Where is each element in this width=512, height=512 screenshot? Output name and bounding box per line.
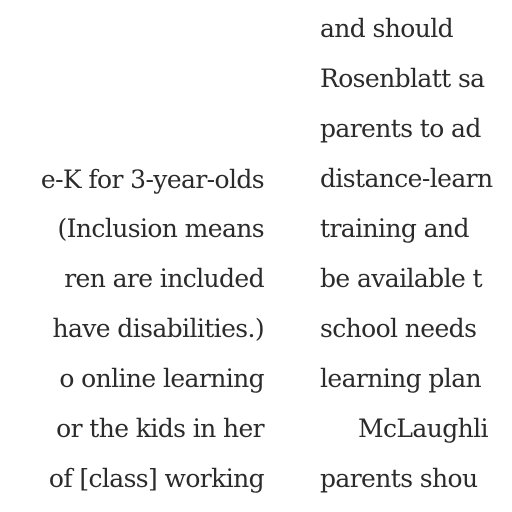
left-column-line: of [class] working bbox=[48, 464, 264, 493]
left-column-line: ren are included bbox=[64, 264, 264, 293]
right-column-line: be available t bbox=[320, 264, 482, 293]
right-column-line: Rosenblatt sa bbox=[320, 64, 485, 93]
right-column-line: training and bbox=[320, 214, 469, 243]
right-column-line: distance-learn bbox=[320, 164, 493, 193]
right-column-line: parents shou bbox=[320, 464, 478, 493]
left-column-line: e-K for 3-year-olds bbox=[40, 165, 264, 194]
left-column-line: (Inclusion means bbox=[57, 214, 264, 243]
left-column-line: have disabilities.) bbox=[52, 314, 264, 343]
right-text-column bbox=[320, 0, 512, 512]
left-column-line: o online learning bbox=[59, 364, 264, 393]
right-column-line: school needs bbox=[320, 314, 477, 343]
right-column-line: parents to ad bbox=[320, 114, 481, 143]
right-column-line: learning plan bbox=[320, 364, 481, 393]
paragraph-start-line: McLaughli bbox=[358, 414, 488, 443]
right-column-line: and should bbox=[320, 14, 454, 43]
left-column-line: or the kids in her bbox=[56, 414, 264, 443]
